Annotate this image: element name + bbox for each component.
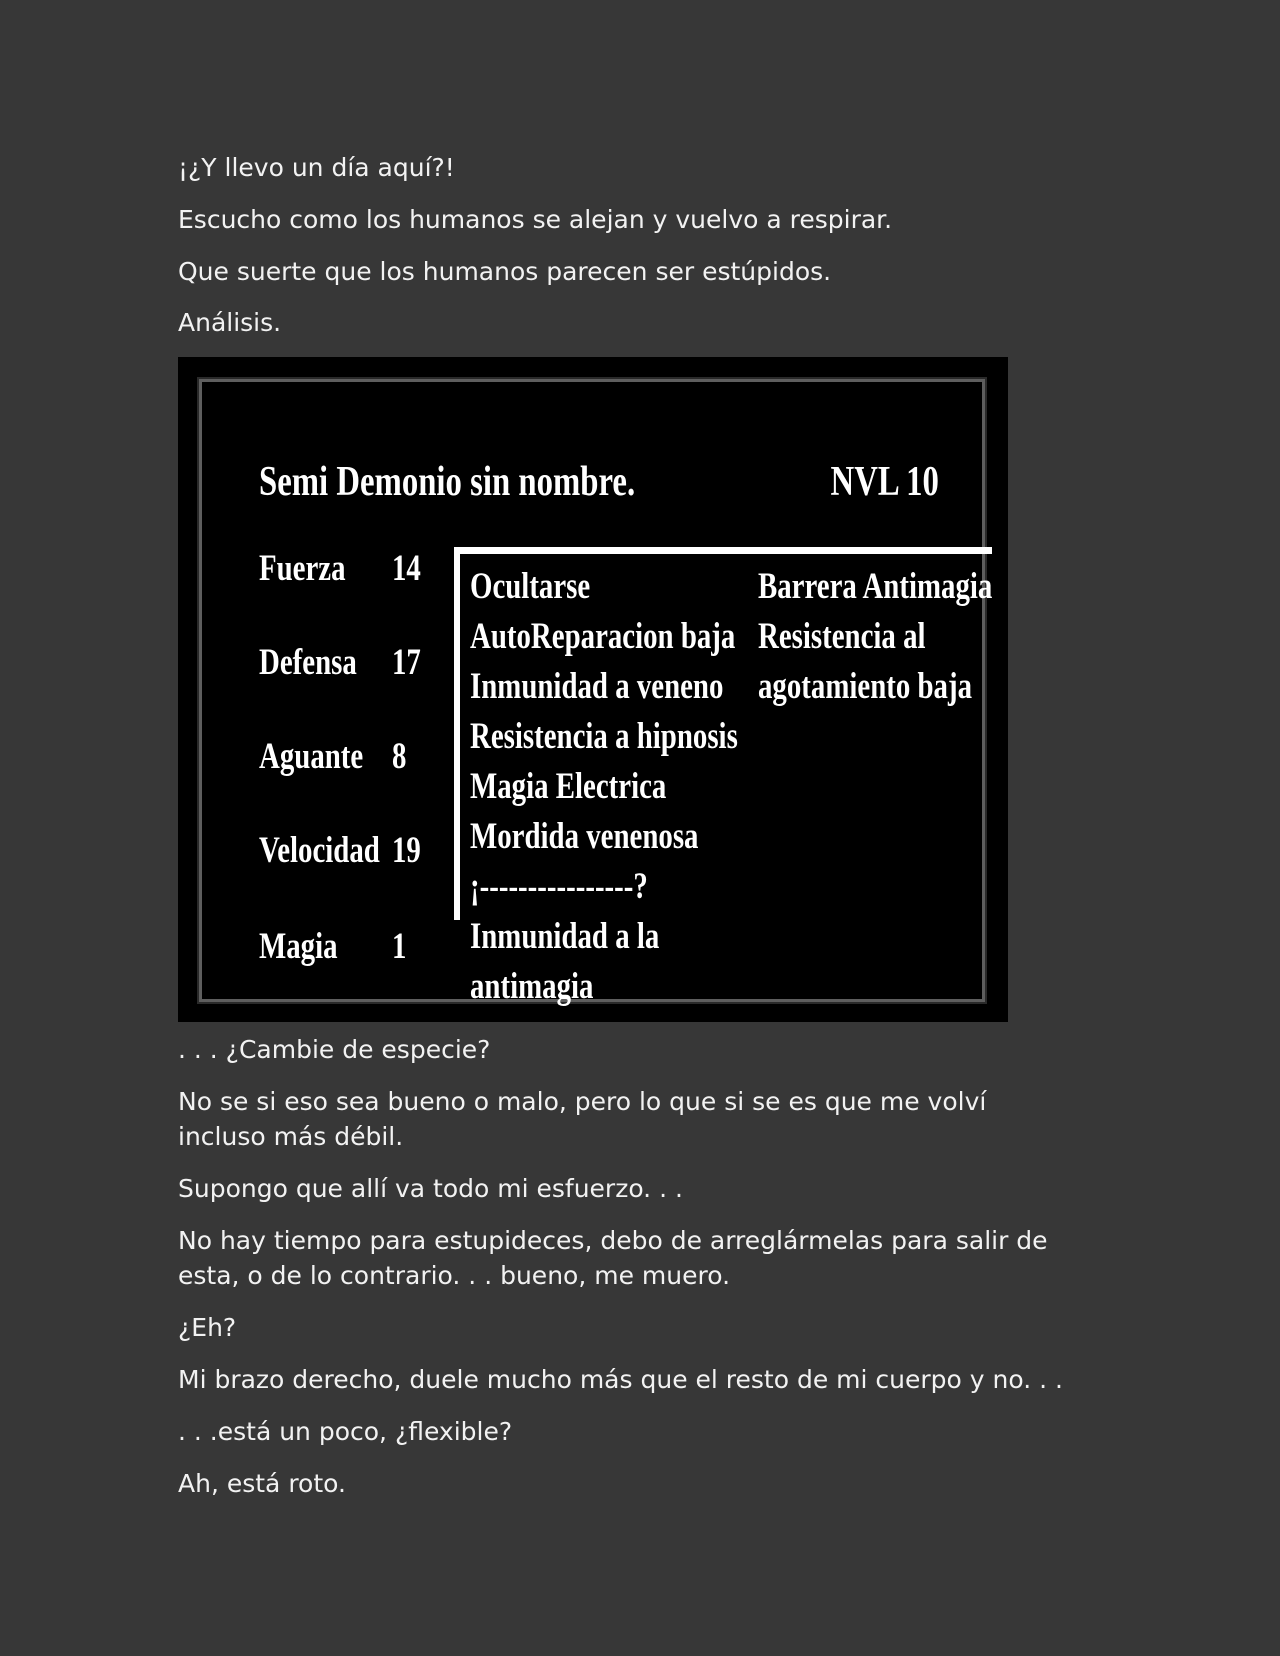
- skill-item: Magia Electrica: [470, 766, 667, 807]
- skill-item: Resistencia al: [758, 616, 926, 657]
- skill-item: Inmunidad a veneno: [470, 666, 724, 707]
- skill-item: Ocultarse: [470, 566, 591, 607]
- paragraph: Análisis.: [178, 308, 282, 337]
- skill-item: Barrera Antimagia: [758, 566, 993, 607]
- status-title: Semi Demonio sin nombre.: [259, 459, 636, 505]
- paragraph: Mi brazo derecho, duele mucho más que el resto de mi cuerpo y no. . .: [178, 1365, 1063, 1394]
- stat-label-magia: Magia: [259, 926, 338, 967]
- paragraph: ¡¿Y llevo un día aquí?!: [178, 153, 455, 182]
- paragraph: No hay tiempo para estupideces, debo de arreglármelas para salir de esta, o de lo contrario. . . bueno, me muero.: [178, 1226, 1048, 1290]
- stat-value-velocidad: 19: [392, 830, 421, 871]
- skill-item: Resistencia a hipnosis: [470, 716, 738, 757]
- skill-item: agotamiento baja: [758, 666, 973, 707]
- paragraph: Ah, está roto.: [178, 1469, 346, 1498]
- status-window-image: [178, 357, 1008, 1022]
- paragraph: Escucho como los humanos se alejan y vuelvo a respirar.: [178, 205, 893, 234]
- skills-list-secondary: [758, 562, 1058, 712]
- skill-item: antimagia: [470, 966, 594, 1007]
- status-window-frame: [199, 379, 993, 1007]
- paragraph: No se si eso sea bueno o malo, pero lo que si se es que me volví incluso más débil.: [178, 1087, 987, 1151]
- stat-label-aguante: Aguante: [259, 736, 364, 777]
- paragraph: ¿Eh?: [178, 1313, 237, 1342]
- skill-item: ¡----------------?: [470, 866, 648, 907]
- stat-label-fuerza: Fuerza: [259, 548, 346, 589]
- paragraph: Supongo que allí va todo mi esfuerzo. . .: [178, 1174, 683, 1203]
- skills-left-divider: [454, 547, 460, 920]
- skill-item: Inmunidad a la: [470, 916, 660, 957]
- stat-value-defensa: 17: [392, 642, 421, 683]
- status-level: NVL 10: [830, 459, 939, 505]
- skill-item: AutoReparacion baja: [470, 616, 736, 657]
- skill-item: Mordida venenosa: [470, 816, 699, 857]
- skills-top-divider: [454, 547, 992, 554]
- paragraph: . . . ¿Cambie de especie?: [178, 1035, 491, 1064]
- stat-label-velocidad: Velocidad: [259, 830, 380, 871]
- stat-value-magia: 1: [392, 926, 407, 967]
- paragraph: . . .está un poco, ¿flexible?: [178, 1417, 513, 1446]
- stat-value-aguante: 8: [392, 736, 407, 777]
- stat-value-fuerza: 14: [392, 548, 421, 589]
- paragraph: Que suerte que los humanos parecen ser estúpidos.: [178, 257, 832, 286]
- stat-label-defensa: Defensa: [259, 642, 357, 683]
